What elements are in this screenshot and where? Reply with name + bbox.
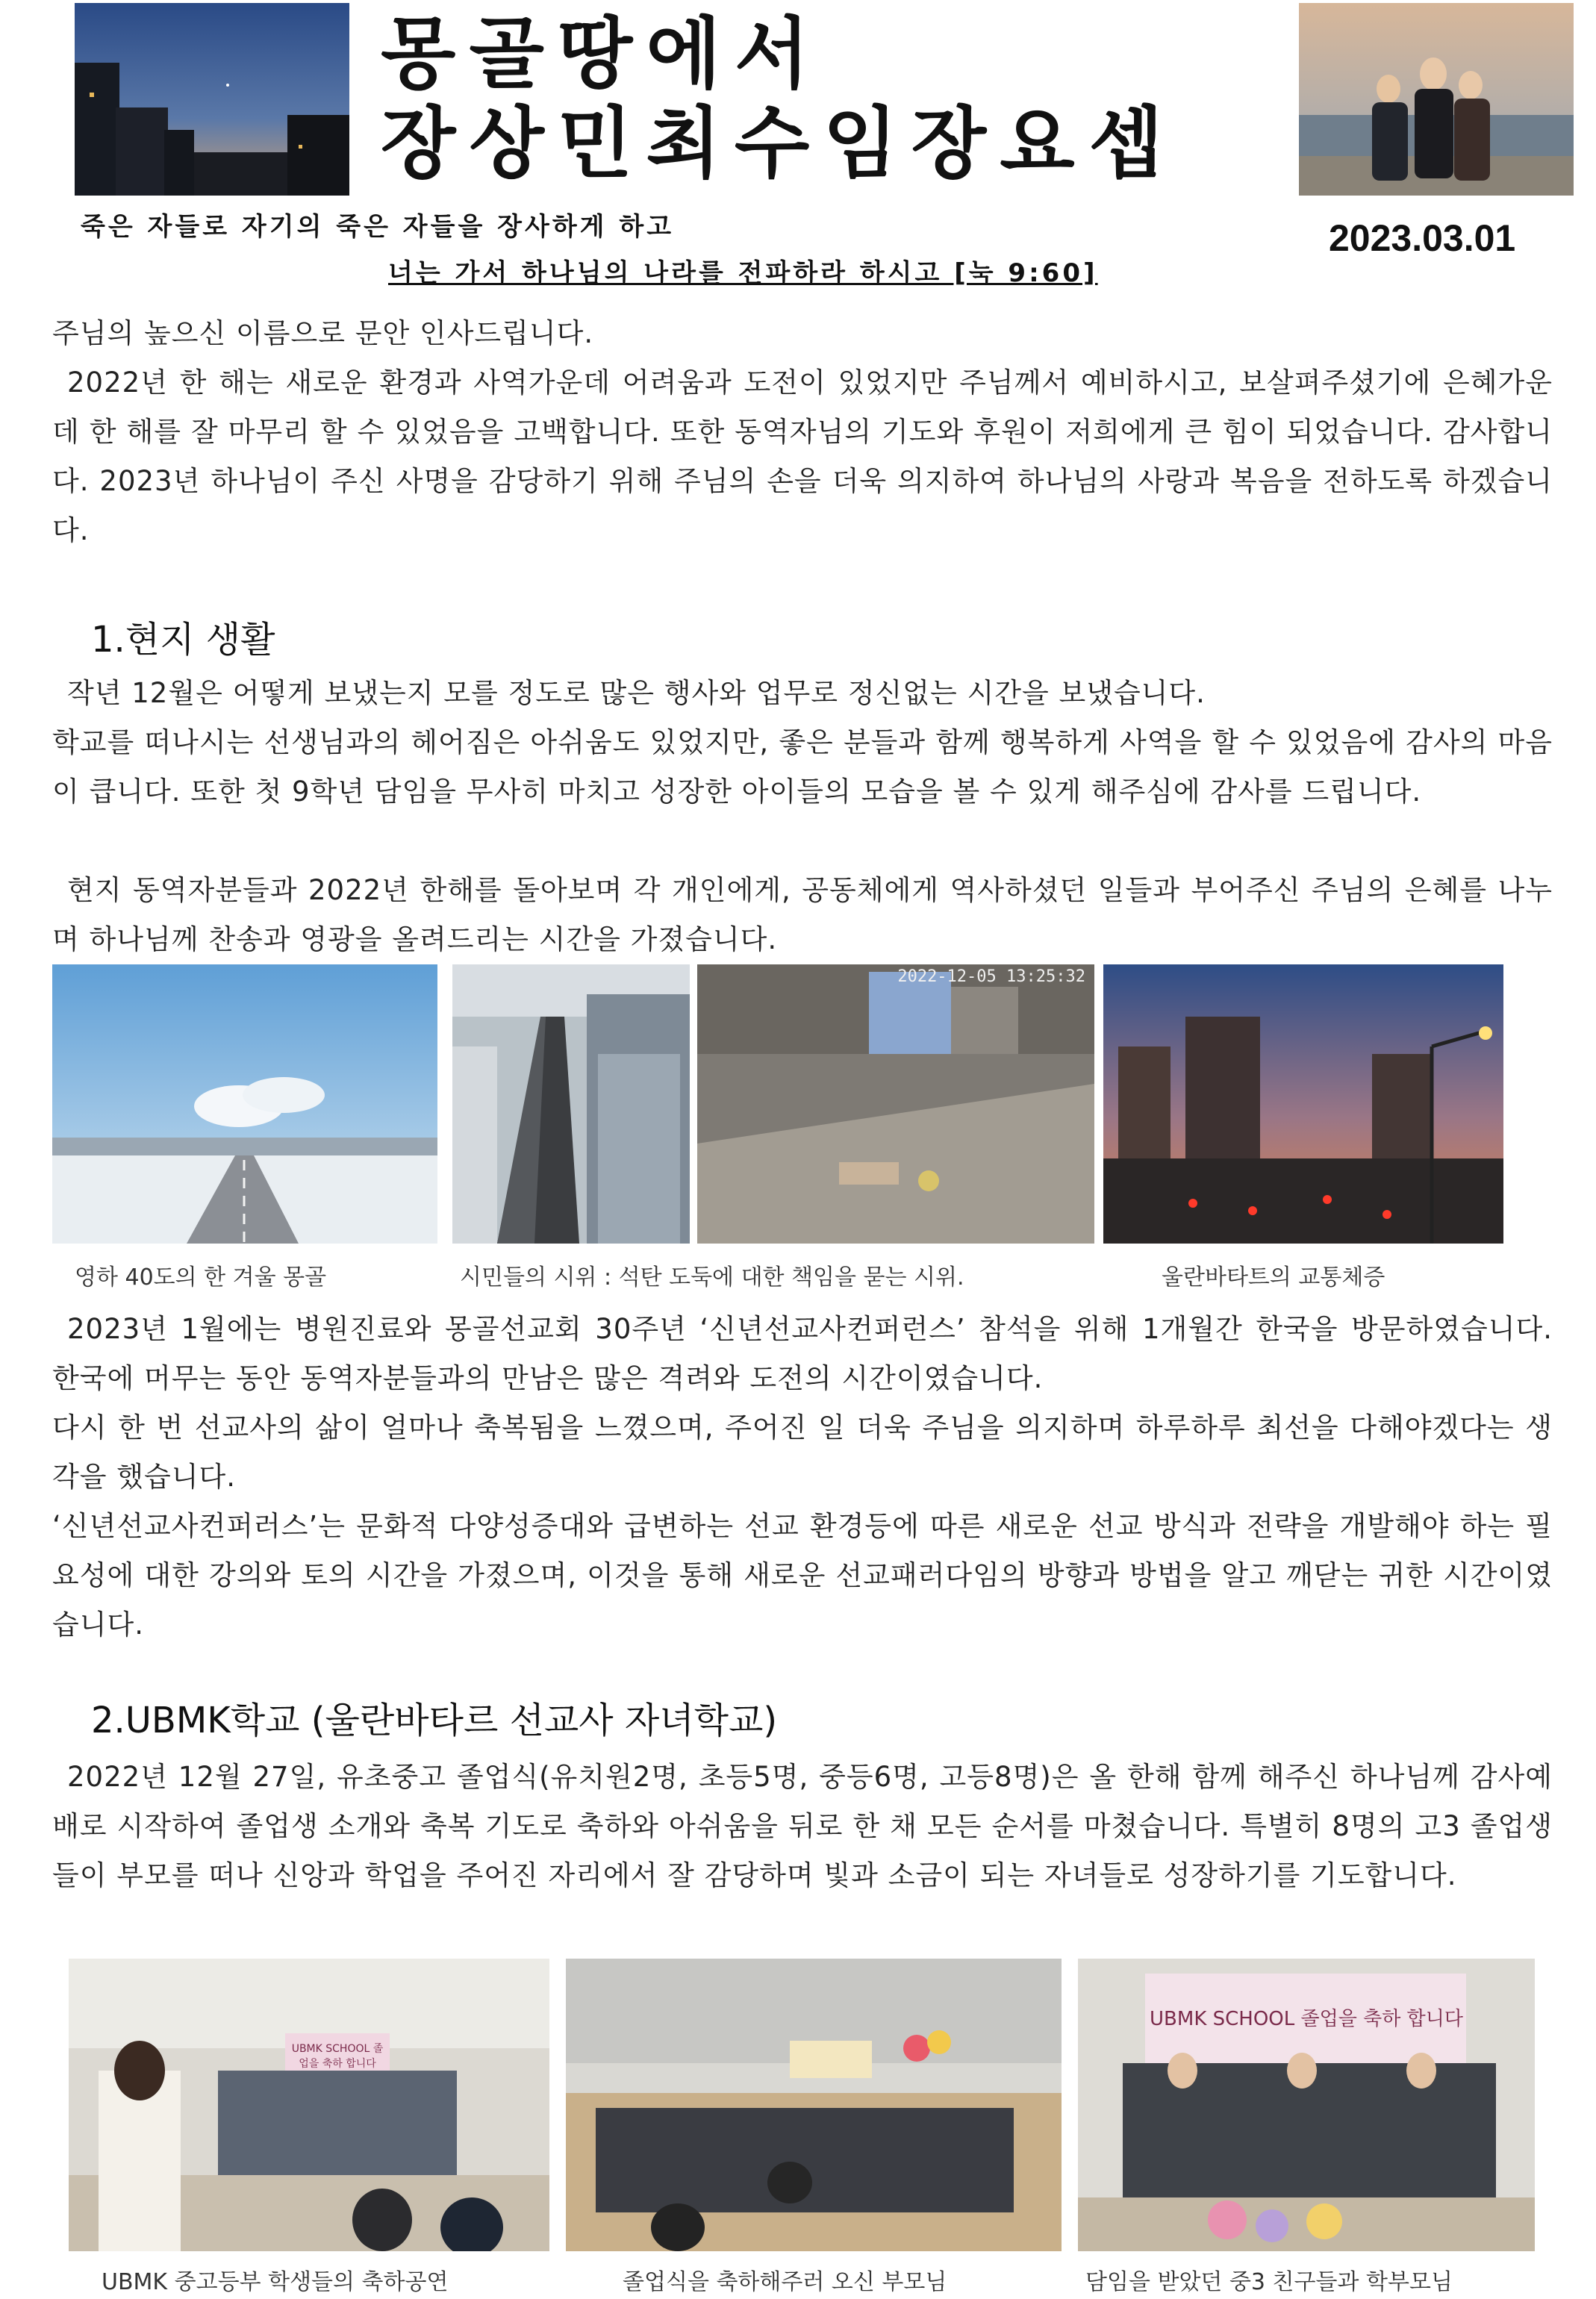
newsletter-title-line1: 몽골땅에서 xyxy=(381,7,823,99)
graduation-banner-1: UBMK SCHOOL 졸업을 축하 합니다 xyxy=(291,2043,384,2070)
header-photo-night-city xyxy=(75,3,349,196)
section1-paragraph-3: 현지 동역자분들과 2022년 한해를 돌아보며 각 개인에게, 공동체에게 역사하셨던 일들과 부어주신 주님의 은혜를 나누며 하나님께 찬송과 영광을 올려드리는 시간을 가졌습니다. xyxy=(52,874,1553,955)
section1-paragraph-4: 2023년 1월에는 병원진료와 몽골선교회 30주년 ‘신년선교사컨퍼런스’ 참석을 위해 1개월간 한국을 방문하였습니다. 한국에 머무는 동안 동역자분들과의 만남은 많은 격려와 도전의 시간이였습니다. xyxy=(52,1313,1553,1394)
section1-heading: 1.현지 생활 xyxy=(91,619,275,661)
section1-paragraph-5: 다시 한 번 선교사의 삶이 얼마나 축복됨을 느꼈으며, 주어진 일 더욱 주님을 의지하며 하루하루 최선을 다해야겠다는 생각을 했습니다. xyxy=(52,1411,1553,1493)
photo-protest-square xyxy=(697,964,1094,1244)
photo-citizen-protest xyxy=(452,964,690,1244)
caption-winter-mongolia: 영하 40도의 한 겨울 몽골 xyxy=(75,1264,327,1291)
photo-parents-audience xyxy=(566,1959,1062,2251)
header-photo-missionary-family xyxy=(1299,3,1574,196)
section1-paragraph-2: 학교를 떠나시는 선생님과의 헤어짐은 아쉬움도 있었지만, 좋은 분들과 함께 행복하게 사역을 할 수 있었음에 감사의 마음이 큽니다. 또한 첫 9학년 담임을 무사히 마치고 성장한 아이들의 모습을 볼 수 있게 해주심에 감사를 드립니다. xyxy=(52,726,1553,808)
graduation-banner-3: UBMK SCHOOL 졸업을 축하 합니다 xyxy=(1150,2008,1463,2030)
photo-winter-mongolia xyxy=(52,964,437,1244)
newsletter-date: 2023.03.01 xyxy=(1329,217,1516,259)
section2-paragraph-1: 2022년 12월 27일, 유초중고 졸업식(유치원2명, 초등5명, 중등6명, 고등8명)은 올 한해 함께 해주신 하나님께 감사예배로 시작하여 졸업생 소개와 축복 기도로 축하와 아쉬움을 뒤로 한 채 모든 순서를 마쳤습니다. 특별히 8명의 고3 졸업생들이 부모를 떠나 신앙과 학업을 주어진 자리에서 잘 감당하며 빛과 소금이 되는 자녀들로 성장하기를 기도합니다. xyxy=(52,1761,1553,1891)
photo-class-with-parents xyxy=(1078,1959,1535,2251)
section1-paragraph-1: 작년 12월은 어떻게 보냈는지 모를 정도로 많은 행사와 업무로 정신없는 시간을 보냈습니다. xyxy=(67,677,1206,709)
bible-verse-line1: 죽은 자들로 자기의 죽은 자들을 장사하게 하고 xyxy=(81,212,675,242)
photo-timestamp: 2022-12-05 13:25:32 xyxy=(897,967,1085,986)
caption-parents: 졸업식을 축하해주러 오신 부모님 xyxy=(623,2269,947,2295)
newsletter-title-line2: 장상민최수임장요셉 xyxy=(381,97,1177,189)
bible-verse-line2: 너는 가서 하나님의 나라를 전파하라 하시고 [눅 9:60] xyxy=(388,258,1098,288)
photo-student-performance xyxy=(69,1959,549,2251)
caption-traffic: 울란바타트의 교통체증 xyxy=(1162,1264,1385,1291)
photo-traffic-jam xyxy=(1103,964,1503,1244)
section1-paragraph-6: ‘신년선교사컨퍼러스’는 문화적 다양성증대와 급변하는 선교 환경등에 따른 새로운 선교 방식과 전략을 개발해야 하는 필요성에 대한 강의와 토의 시간을 가졌으며, 이것을 통해 새로운 선교패러다임의 방향과 방법을 알고 깨닫는 귀한 시간이였습니다. xyxy=(52,1510,1553,1641)
caption-student-performance: UBMK 중고등부 학생들의 축하공연 xyxy=(102,2269,449,2295)
greeting-paragraph: 주님의 높으신 이름으로 문안 인사드립니다. xyxy=(52,317,594,349)
section2-heading: 2.UBMK학교 (울란바타르 선교사 자녀학교) xyxy=(91,1700,778,1741)
caption-class-parents: 담임을 받았던 중3 친구들과 학부모님 xyxy=(1085,2269,1453,2295)
caption-protest: 시민들의 시위 : 석탄 도둑에 대한 책임을 묻는 시위. xyxy=(460,1264,964,1291)
intro-paragraph: 2022년 한 해는 새로운 환경과 사역가운데 어려움과 도전이 있었지만 주님께서 예비하시고, 보살펴주셨기에 은혜가운데 한 해를 잘 마무리 할 수 있었음을 고백합니다. 또한 동역자님의 기도와 후원이 저희에게 큰 힘이 되었습니다. 감사합니다. 2023년 하나님이 주신 사명을 감당하기 위해 주님의 손을 더욱 의지하여 하나님의 사랑과 복음을 전하도록 하겠습니다. xyxy=(52,366,1553,546)
